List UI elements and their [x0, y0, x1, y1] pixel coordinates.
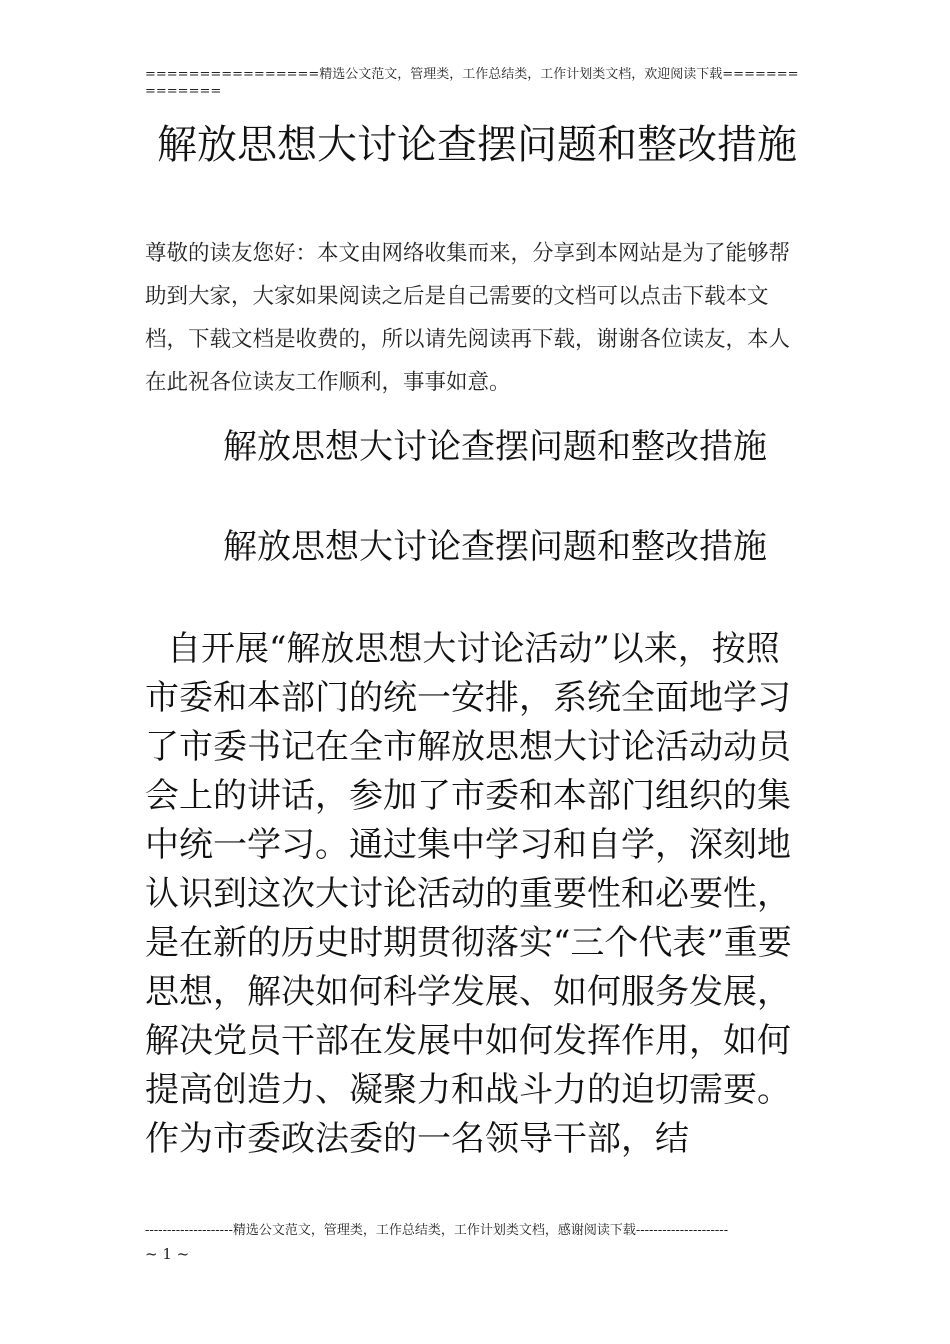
- page-footer: --------------------精选公文范文，管理类，工作总结类，工作计划类文档，感谢阅读下载---------------------: [145, 1223, 729, 1238]
- body-title-1: 解放思想大讨论查摆问题和整改措施: [223, 427, 767, 467]
- body-paragraph: 自开展“解放思想大讨论活动”以来，按照市委和本部门的统一安排，系统全面地学习了市委书记在全市解放思想大讨论活动动员会上的讲话，参加了市委和本部门组织的集中统一学习。通过集中学习和自学，深刻地认识到这次大讨论活动的重要性和必要性，是在新的历史时期贯彻落实“三个代表”重要思想，解决如何科学发展、如何服务发展，解决党员干部在发展中如何发挥作用，如何提高创造力、凝聚力和战斗力的迫切需要。作为市委政法委的一名领导干部，结: [145, 629, 792, 1159]
- page-number: ~ 1 ~: [145, 1245, 190, 1263]
- document-title: 解放思想大讨论查摆问题和整改措施: [157, 122, 797, 168]
- page-header: ================精选公文范文，管理类，工作总结类，工作计划类文档，欢迎阅读下载==============: [145, 67, 799, 99]
- reader-greeting: 尊敬的读友您好：本文由网络收集而来，分享到本网站是为了能够帮助到大家，大家如果阅读之后是自己需要的文档可以点击下载本文档，下载文档是收费的，所以请先阅读再下载，谢谢各位读友，本人在此祝各位读友工作顺利，事事如意。: [145, 241, 791, 395]
- body-title-2: 解放思想大讨论查摆问题和整改措施: [223, 527, 767, 567]
